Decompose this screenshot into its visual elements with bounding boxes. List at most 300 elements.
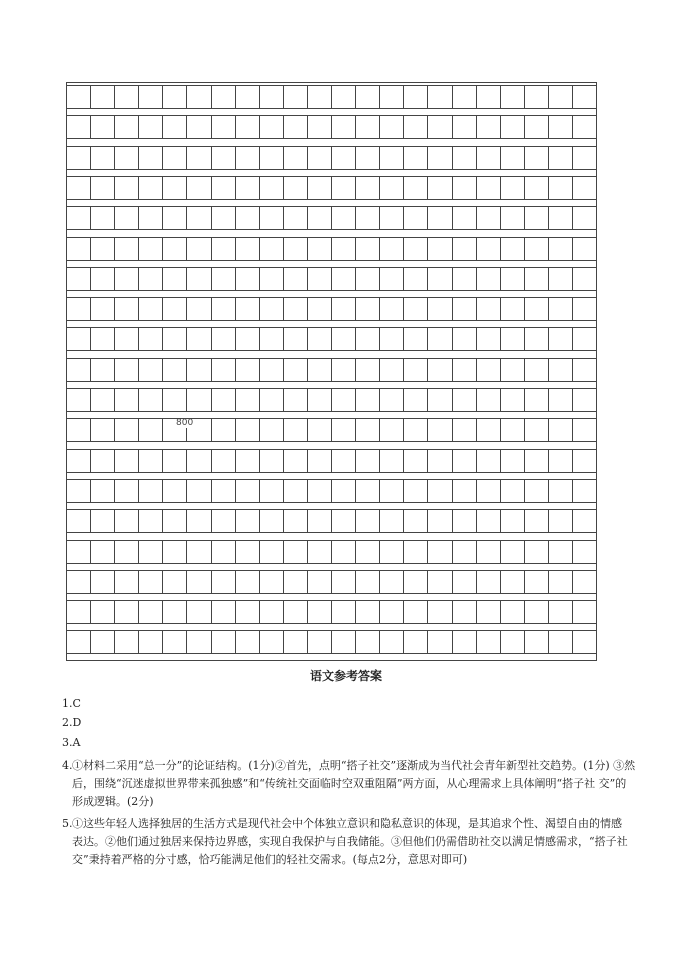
grid-cell [404, 147, 428, 169]
grid-cell [477, 510, 501, 532]
grid-row [67, 388, 596, 412]
grid-cell [67, 298, 91, 320]
grid-cell [67, 86, 91, 108]
grid-cell [380, 389, 404, 411]
grid-cell [380, 480, 404, 502]
grid-cell [139, 541, 163, 563]
grid-cell [477, 450, 501, 472]
grid-cell [187, 207, 211, 229]
grid-cell [139, 480, 163, 502]
grid-cell [115, 510, 139, 532]
grid-cell [236, 238, 260, 260]
grid-cell [163, 631, 187, 653]
grid-cell [163, 207, 187, 229]
answer-item-3 [62, 736, 80, 750]
grid-cell [260, 601, 284, 623]
grid-cell [260, 631, 284, 653]
grid-cell [212, 450, 236, 472]
grid-row [67, 237, 596, 261]
grid-cell [308, 419, 332, 441]
grid-cell [308, 571, 332, 593]
grid-cell [236, 177, 260, 199]
grid-cell [260, 359, 284, 381]
grid-cell [260, 571, 284, 593]
grid-cell [332, 359, 356, 381]
grid-cell [501, 328, 525, 350]
grid-cell [163, 177, 187, 199]
grid-cell [139, 328, 163, 350]
grid-cell [380, 541, 404, 563]
grid-cell [212, 177, 236, 199]
grid-cell [356, 541, 380, 563]
grid-cell [236, 389, 260, 411]
grid-cell [501, 86, 525, 108]
grid-cell [380, 419, 404, 441]
grid-cell [139, 510, 163, 532]
answer-text: A [72, 736, 81, 749]
grid-cell [67, 207, 91, 229]
grid-cell [115, 450, 139, 472]
grid-cell [308, 389, 332, 411]
grid-cell [236, 571, 260, 593]
grid-cell [501, 450, 525, 472]
grid-cell [525, 359, 549, 381]
grid-cell [549, 541, 573, 563]
grid-cell [260, 419, 284, 441]
grid-cell [453, 86, 477, 108]
grid-cell [573, 86, 596, 108]
grid-cell [308, 147, 332, 169]
grid-cell [453, 147, 477, 169]
grid-cell [428, 631, 452, 653]
grid-cell [525, 601, 549, 623]
grid-cell [356, 480, 380, 502]
grid-cell [332, 177, 356, 199]
grid-cell [308, 328, 332, 350]
grid-cell [332, 268, 356, 290]
grid-cell [453, 541, 477, 563]
grid-cell [573, 207, 596, 229]
grid-row [67, 206, 596, 230]
grid-cell [187, 86, 211, 108]
grid-cell [501, 238, 525, 260]
grid-cell [380, 207, 404, 229]
grid-row [67, 449, 596, 473]
grid-cell [115, 571, 139, 593]
grid-cell [501, 116, 525, 138]
grid-cell [573, 268, 596, 290]
grid-cell [453, 238, 477, 260]
grid-cell [549, 480, 573, 502]
grid-cell [91, 268, 115, 290]
grid-cell [308, 207, 332, 229]
grid-cell [428, 480, 452, 502]
grid-cell [428, 268, 452, 290]
grid-cell [91, 571, 115, 593]
grid-cell [404, 207, 428, 229]
grid-cell [525, 268, 549, 290]
grid-cell [284, 450, 308, 472]
grid-cell [477, 571, 501, 593]
grid-cell [115, 238, 139, 260]
grid-cell [163, 510, 187, 532]
grid-cell [428, 601, 452, 623]
grid-cell [525, 450, 549, 472]
grid-cell [308, 480, 332, 502]
grid-cell [525, 86, 549, 108]
grid-cell [236, 298, 260, 320]
grid-cell [67, 359, 91, 381]
grid-cell [525, 238, 549, 260]
grid-cell [501, 268, 525, 290]
grid-cell [356, 510, 380, 532]
grid-cell [428, 359, 452, 381]
grid-cell [139, 450, 163, 472]
grid-cell [477, 238, 501, 260]
grid-cell [501, 147, 525, 169]
grid-cell [477, 359, 501, 381]
grid-row [67, 570, 596, 594]
grid-cell [380, 601, 404, 623]
grid-cell [453, 601, 477, 623]
grid-cell [453, 389, 477, 411]
grid-cell [284, 389, 308, 411]
grid-cell [284, 359, 308, 381]
grid-cell [284, 177, 308, 199]
grid-cell [573, 510, 596, 532]
grid-cell [163, 298, 187, 320]
grid-cell [573, 631, 596, 653]
grid-cell [332, 571, 356, 593]
grid-cell [525, 147, 549, 169]
grid-cell [332, 450, 356, 472]
grid-cell [260, 268, 284, 290]
grid-cell [573, 147, 596, 169]
grid-cell [453, 207, 477, 229]
grid-cell [115, 601, 139, 623]
grid-cell [356, 359, 380, 381]
grid-cell [477, 389, 501, 411]
grid-cell [139, 116, 163, 138]
grid-cell [356, 601, 380, 623]
grid-cell [139, 298, 163, 320]
grid-cell [236, 601, 260, 623]
grid-cell [212, 238, 236, 260]
grid-cell [525, 298, 549, 320]
grid-cell [91, 147, 115, 169]
grid-cell [573, 571, 596, 593]
grid-cell [380, 359, 404, 381]
grid-cell [139, 359, 163, 381]
grid-cell [356, 147, 380, 169]
grid-row [67, 418, 596, 442]
grid-cell [380, 268, 404, 290]
grid-cell [187, 328, 211, 350]
grid-cell [212, 116, 236, 138]
grid-cell [115, 268, 139, 290]
grid-cell [91, 631, 115, 653]
grid-cell [477, 480, 501, 502]
grid-cell [573, 419, 596, 441]
grid-cell [380, 238, 404, 260]
grid-cell [91, 450, 115, 472]
grid-cell [380, 510, 404, 532]
grid-cell [67, 571, 91, 593]
grid-cell [163, 147, 187, 169]
grid-cell [212, 207, 236, 229]
grid-cell [525, 541, 549, 563]
grid-cell [67, 389, 91, 411]
grid-cell [501, 298, 525, 320]
grid-cell [380, 116, 404, 138]
grid-cell [332, 207, 356, 229]
grid-cell [356, 116, 380, 138]
answer-item-5 [62, 815, 636, 869]
grid-cell [404, 419, 428, 441]
grid-cell [212, 147, 236, 169]
grid-cell [428, 238, 452, 260]
grid-cell [212, 298, 236, 320]
grid-cell [549, 298, 573, 320]
grid-cell [91, 541, 115, 563]
grid-cell [428, 571, 452, 593]
grid-cell [236, 541, 260, 563]
grid-cell [115, 631, 139, 653]
grid-cell [380, 328, 404, 350]
grid-cell [428, 116, 452, 138]
grid-cell [525, 116, 549, 138]
grid-cell [236, 631, 260, 653]
grid-cell [284, 631, 308, 653]
grid-cell [187, 480, 211, 502]
grid-cell [67, 147, 91, 169]
grid-cell [284, 419, 308, 441]
grid-cell [260, 116, 284, 138]
grid-cell [91, 359, 115, 381]
grid-cell [428, 298, 452, 320]
grid-cell [163, 450, 187, 472]
grid-cell [525, 177, 549, 199]
grid-cell [332, 601, 356, 623]
grid-cell [91, 207, 115, 229]
grid-cell [525, 480, 549, 502]
answer-text: D [72, 716, 82, 729]
grid-cell [404, 298, 428, 320]
grid-cell [573, 328, 596, 350]
grid-cell [67, 541, 91, 563]
grid-cell [91, 298, 115, 320]
grid-cell [428, 419, 452, 441]
grid-cell [477, 298, 501, 320]
grid-cell [477, 601, 501, 623]
grid-cell [308, 268, 332, 290]
grid-cell [163, 359, 187, 381]
grid-cell [236, 510, 260, 532]
grid-cell [477, 268, 501, 290]
grid-cell [139, 177, 163, 199]
grid-cell [380, 298, 404, 320]
answer-key-title: 语文参考答案 [309, 669, 382, 683]
answer-text: C [72, 697, 81, 710]
answer-number: 1. [62, 697, 73, 710]
grid-cell [115, 419, 139, 441]
grid-cell [115, 116, 139, 138]
grid-cell [91, 419, 115, 441]
grid-cell [404, 116, 428, 138]
grid-row [67, 176, 596, 200]
grid-cell [428, 207, 452, 229]
grid-cell [260, 298, 284, 320]
grid-cell [308, 238, 332, 260]
grid-cell [260, 541, 284, 563]
grid-cell [453, 480, 477, 502]
grid-cell [187, 510, 211, 532]
grid-cell [404, 450, 428, 472]
grid-cell [163, 238, 187, 260]
grid-cell [91, 177, 115, 199]
grid-row [67, 297, 596, 321]
grid-cell [187, 541, 211, 563]
grid-cell [525, 571, 549, 593]
grid-cell [404, 480, 428, 502]
grid-cell [163, 116, 187, 138]
grid-cell [260, 328, 284, 350]
grid-cell [501, 207, 525, 229]
grid-cell [163, 541, 187, 563]
grid-cell [380, 631, 404, 653]
grid-cell [332, 419, 356, 441]
grid-cell [549, 571, 573, 593]
grid-cell [139, 571, 163, 593]
grid-cell [260, 450, 284, 472]
grid-cell [236, 116, 260, 138]
grid-row [67, 358, 596, 382]
grid-cell [428, 328, 452, 350]
grid-cell [356, 328, 380, 350]
grid-cell [404, 541, 428, 563]
grid-cell [260, 177, 284, 199]
grid-row [67, 630, 596, 654]
grid-cell [477, 147, 501, 169]
grid-cell [501, 541, 525, 563]
grid-cell [212, 541, 236, 563]
grid-cell [380, 147, 404, 169]
grid-cell [91, 116, 115, 138]
grid-cell [67, 601, 91, 623]
grid-cell [115, 86, 139, 108]
grid-cell [187, 298, 211, 320]
grid-cell [212, 359, 236, 381]
grid-cell [91, 328, 115, 350]
grid-cell [428, 177, 452, 199]
grid-cell [549, 359, 573, 381]
answer-item-4 [62, 757, 636, 811]
grid-cell [236, 86, 260, 108]
grid-cell [573, 298, 596, 320]
grid-cell [67, 480, 91, 502]
grid-cell [525, 328, 549, 350]
answer-item-2 [62, 716, 81, 730]
grid-cell [477, 541, 501, 563]
grid-cell [91, 86, 115, 108]
grid-cell [549, 207, 573, 229]
grid-cell [549, 147, 573, 169]
grid-cell [356, 419, 380, 441]
grid-cell [163, 601, 187, 623]
grid-cell [308, 86, 332, 108]
grid-cell [573, 116, 596, 138]
grid-cell [308, 510, 332, 532]
grid-cell [428, 389, 452, 411]
grid-cell [308, 541, 332, 563]
grid-cell [428, 86, 452, 108]
grid-row [67, 540, 596, 564]
grid-cell [260, 86, 284, 108]
grid-cell [91, 510, 115, 532]
grid-cell [501, 419, 525, 441]
grid-cell [212, 389, 236, 411]
grid-cell [332, 510, 356, 532]
grid-cell [236, 328, 260, 350]
grid-cell [236, 419, 260, 441]
grid-cell [91, 601, 115, 623]
grid-cell [67, 116, 91, 138]
grid-cell [212, 86, 236, 108]
grid-cell [67, 328, 91, 350]
grid-cell [404, 328, 428, 350]
grid-cell [115, 207, 139, 229]
grid-cell [404, 510, 428, 532]
grid-cell [573, 389, 596, 411]
grid-cell [428, 147, 452, 169]
grid-cell [453, 450, 477, 472]
grid-cell [525, 207, 549, 229]
grid-cell [115, 298, 139, 320]
grid-cell [284, 571, 308, 593]
grid-cell [115, 541, 139, 563]
grid-cell [332, 631, 356, 653]
grid-cell [525, 389, 549, 411]
grid-cell [284, 116, 308, 138]
grid-cell [260, 389, 284, 411]
composition-grid [66, 82, 597, 661]
grid-cell [428, 450, 452, 472]
grid-cell [477, 328, 501, 350]
grid-cell [501, 601, 525, 623]
grid-cell [236, 450, 260, 472]
grid-cell [573, 450, 596, 472]
grid-cell [453, 510, 477, 532]
grid-cell [212, 571, 236, 593]
answer-item-1 [62, 697, 81, 711]
grid-cell [549, 238, 573, 260]
grid-cell [356, 298, 380, 320]
answer-number: 3. [62, 736, 73, 749]
grid-row [67, 327, 596, 351]
grid-row [67, 85, 596, 109]
grid-cell [187, 147, 211, 169]
grid-cell [525, 419, 549, 441]
grid-cell [139, 147, 163, 169]
grid-cell [212, 328, 236, 350]
grid-cell [453, 631, 477, 653]
grid-cell [332, 147, 356, 169]
grid-cell [139, 419, 163, 441]
grid-cell [380, 450, 404, 472]
grid-cell [453, 359, 477, 381]
grid-cell [453, 177, 477, 199]
grid-cell [115, 359, 139, 381]
